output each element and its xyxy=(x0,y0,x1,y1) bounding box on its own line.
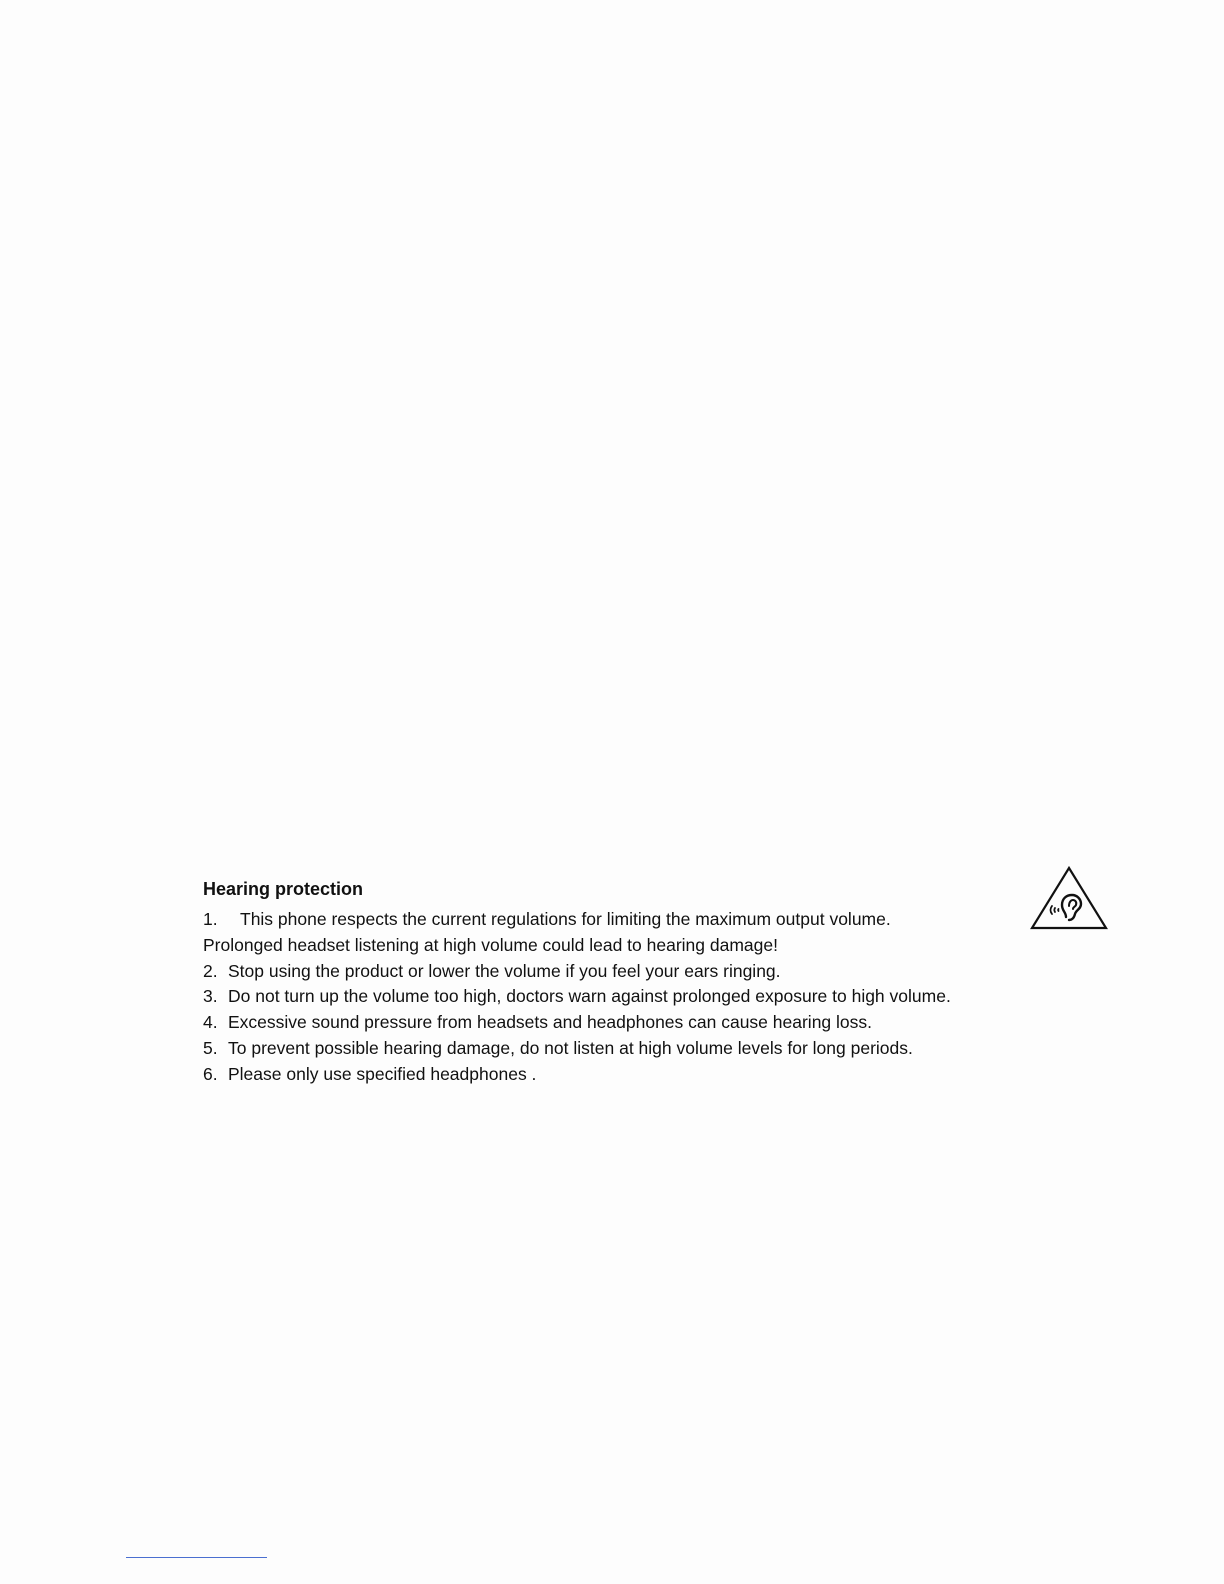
item-number: 5. xyxy=(203,1037,218,1058)
list-item xyxy=(203,984,1108,1010)
item-text: This phone respects the current regulations for limiting the maximum output volume. xyxy=(240,909,891,929)
item-text: Excessive sound pressure from headsets and headphones can cause hearing loss. xyxy=(228,1012,873,1033)
item-number: 3. xyxy=(203,986,218,1007)
list-item xyxy=(203,959,1108,985)
item-text: Do not turn up the volume too high, doctors warn against prolonged exposure to high volume. xyxy=(228,986,951,1007)
notice-title: Hearing protection xyxy=(203,879,364,899)
list-item xyxy=(203,1036,1108,1062)
list-item xyxy=(203,1062,1108,1088)
item-text: Please only use specified headphones . xyxy=(228,1063,537,1084)
footnote-separator xyxy=(126,1557,267,1558)
item-text: To prevent possible hearing damage, do not listen at high volume levels for long periods. xyxy=(228,1037,913,1058)
list-item-continuation xyxy=(203,933,1108,959)
item-number: 1. xyxy=(203,909,218,929)
item-number: 4. xyxy=(203,1012,218,1033)
item-number: 6. xyxy=(203,1063,218,1084)
item-number: 2. xyxy=(203,960,218,981)
item-text: Stop using the product or lower the volume if you feel your ears ringing. xyxy=(228,960,781,981)
hearing-warning-triangle-icon xyxy=(1029,865,1109,931)
list-item xyxy=(203,1010,1108,1036)
item-text: Prolonged headset listening at high volume could lead to hearing damage! xyxy=(203,934,778,955)
list-item xyxy=(203,907,1108,933)
hearing-protection-notice xyxy=(203,876,1108,1088)
